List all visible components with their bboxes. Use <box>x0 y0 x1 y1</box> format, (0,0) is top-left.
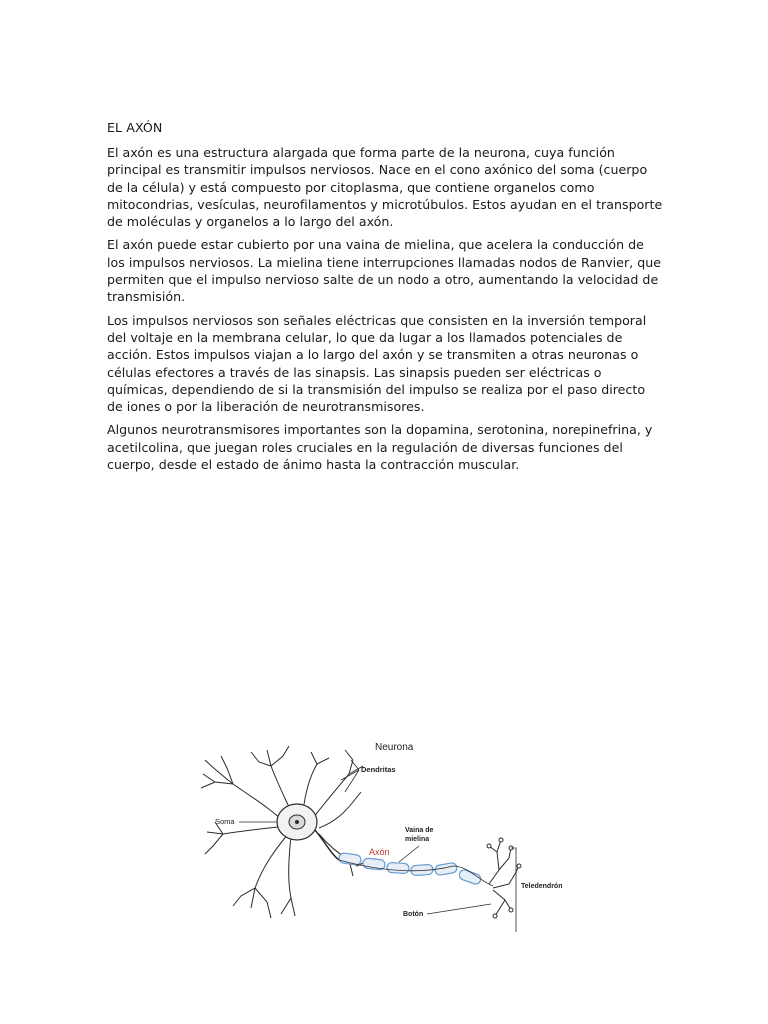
label-soma: Soma <box>215 817 235 826</box>
document-title: EL AXÓN <box>107 120 163 135</box>
label-boton: Botón <box>403 911 424 918</box>
leader-lines <box>239 760 491 914</box>
paragraph-3: Los impulsos nerviosos son señales eléctricas que consisten en la inversión temporal del voltaje en la membrana celular, lo que da lugar a los llamados potenciales de acción. Estos impulsos viajan a lo largo del axón y se transmiten a otras neuronas o células efectores a través de las sinapsis. Las sinapsis pueden ser eléctricas o químicas, dependiendo de si la transmisión del impulso se realiza por el paso directo de iones o por la liberación de neurotransmisores. <box>107 312 647 415</box>
label-axon: Axón <box>369 847 390 857</box>
paragraph-4: Algunos neurotransmisores importantes son la dopamina, serotonina, norepinefrina, y acetilcolina, que juegan roles cruciales en la regulación de diversas funciones del cuerpo, desde el estado de ánimo hasta la contracción muscular. <box>107 422 653 473</box>
paragraph-2: El axón puede estar cubierto por una vaina de mielina, que acelera la conducción de los impulsos nerviosos. La mielina tiene interrupciones llamadas nodos de Ranvier, que permiten que el impulso nervioso salte de un nodo a otro, aumentando la velocidad de transmisión. <box>107 237 661 305</box>
document-body <box>107 119 663 479</box>
label-vaina-line2: mielina <box>405 836 430 843</box>
label-dendritas: Dendritas <box>361 765 396 774</box>
figure-title: Neurona <box>375 742 414 753</box>
telodendron-bracket <box>511 848 516 932</box>
axon-hillock-drawing <box>315 830 339 860</box>
nucleolus-drawing <box>295 820 299 824</box>
paragraph-1: El axón es una estructura alargada que forma parte de la neurona, cuya función principal es transmitir impulsos nerviosos. Nace en el cono axónico del soma (cuerpo de la célula) y está compuesto por citoplasma, que contiene organelos como mitocondrias, vesículas, neurofilamentos y microtúbulos. Estos ayudan en el transporte de moléculas y organelos a lo largo del axón. <box>107 145 663 230</box>
myelin-sheath-drawing <box>338 853 482 886</box>
neuron-diagram <box>193 738 593 932</box>
label-telodendron: Teledendrón <box>521 883 563 890</box>
telodendron-drawing <box>489 840 519 916</box>
neuron-figure <box>193 738 593 932</box>
label-vaina-line1: Vaina de <box>405 827 434 834</box>
